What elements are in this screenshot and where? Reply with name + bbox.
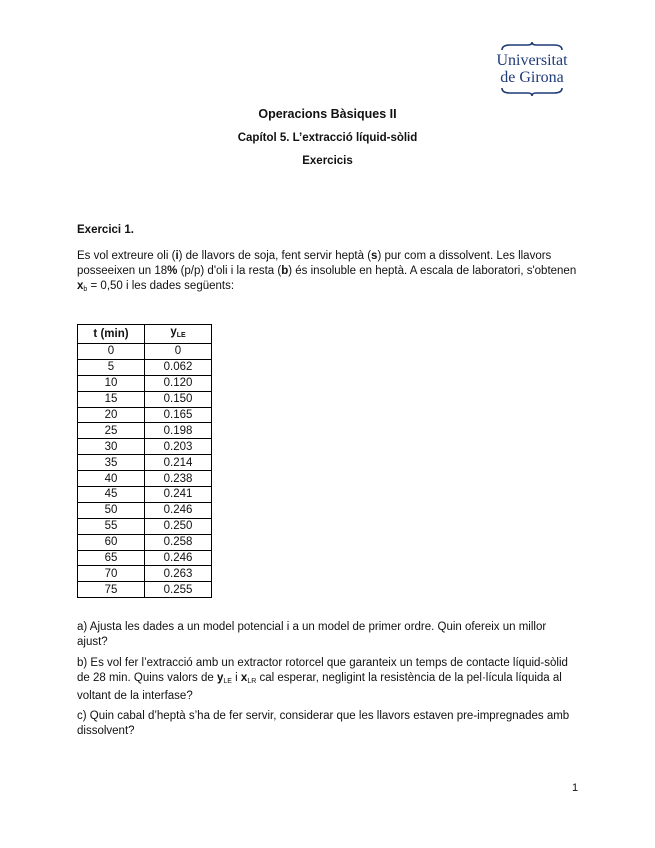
table-row: [78, 375, 212, 391]
table-row: [78, 487, 212, 503]
logo-top-bracket-icon: [488, 42, 576, 52]
cell-time: 30: [78, 439, 145, 455]
cell-time: 15: [78, 391, 145, 407]
table-row: [78, 359, 212, 375]
cell-time: 45: [78, 487, 145, 503]
question-a: a) Ajusta les dades a un model potencial i a un model de primer ordre. Quin ofereix un millor ajust?: [77, 621, 547, 648]
table-row: [78, 550, 212, 566]
table-row: [78, 391, 212, 407]
cell-time: 50: [78, 502, 145, 518]
table-row: [78, 471, 212, 487]
logo-bottom-bracket-icon: [488, 86, 576, 96]
cell-time: 25: [78, 423, 145, 439]
table-row: [78, 439, 212, 455]
exercise-heading: Exercici 1.: [77, 224, 134, 236]
cell-time: 35: [78, 455, 145, 471]
cell-yle: 0.203: [145, 439, 212, 455]
cell-yle: 0.246: [145, 502, 212, 518]
table-row: [78, 534, 212, 550]
cell-time: 0: [78, 344, 145, 360]
column-header-yle: $y_{LE}$: [145, 325, 212, 344]
cell-time: 55: [78, 518, 145, 534]
exercise-intro: Es vol extreure oli (i) de llavors de soja, fent servir heptà (s) pur com a dissolvent. Les llavors posseeixen un 18% (p/p) d'oli i la resta (b) és insoluble en heptà. A escala de laboratori, s'obtenen $x_b = 0,50$ i les dades següents:: [77, 250, 577, 293]
cell-yle: 0.246: [145, 550, 212, 566]
cell-yle: 0: [145, 344, 212, 360]
cell-yle: 0.165: [145, 407, 212, 423]
question-c: c) Quin cabal d’heptà s’ha de fer servir, considerar que les llavors estaven pre-impregnades amb dissolvent?: [77, 710, 570, 737]
cell-time: 20: [78, 407, 145, 423]
page-number: 1: [572, 782, 579, 794]
cell-yle: 0.062: [145, 359, 212, 375]
logo-line-1: Universitat: [496, 52, 568, 69]
cell-yle: 0.241: [145, 487, 212, 503]
table-row: [78, 407, 212, 423]
column-header-time: t (min): [78, 325, 145, 344]
cell-time: 5: [78, 359, 145, 375]
cell-yle: 0.255: [145, 582, 212, 598]
section-title: Exercicis: [302, 155, 353, 167]
table-header-row: [78, 325, 212, 344]
table-row: [78, 423, 212, 439]
table-row: [78, 518, 212, 534]
cell-yle: 0.214: [145, 455, 212, 471]
cell-time: 75: [78, 582, 145, 598]
table-row: [78, 566, 212, 582]
cell-yle: 0.263: [145, 566, 212, 582]
cell-yle: 0.250: [145, 518, 212, 534]
university-logo: [488, 42, 576, 96]
question-b: b) Es vol fer l’extracció amb un extractor rotorcel que garanteix un temps de contacte líquid-sòlid de 28 min. Quins valors de $y_{LE}$ i $x_{LR}$ cal esperar, negligint la resistència de la pel·lícula líquida al voltant de la interfase?: [77, 657, 568, 702]
chapter-title: Capítol 5. L’extracció líquid-sòlid: [237, 132, 418, 144]
cell-time: 10: [78, 375, 145, 391]
table-row: [78, 455, 212, 471]
cell-time: 40: [78, 471, 145, 487]
cell-time: 70: [78, 566, 145, 582]
cell-time: 60: [78, 534, 145, 550]
data-table: [77, 324, 212, 598]
cell-time: 65: [78, 550, 145, 566]
cell-yle: 0.150: [145, 391, 212, 407]
cell-yle: 0.120: [145, 375, 212, 391]
cell-yle: 0.198: [145, 423, 212, 439]
cell-yle: 0.238: [145, 471, 212, 487]
logo-line-2: de Girona: [500, 69, 564, 86]
table-row: [78, 344, 212, 360]
cell-yle: 0.258: [145, 534, 212, 550]
table-row: [78, 582, 212, 598]
document-title: Operacions Bàsiques II: [258, 107, 397, 121]
table-row: [78, 502, 212, 518]
